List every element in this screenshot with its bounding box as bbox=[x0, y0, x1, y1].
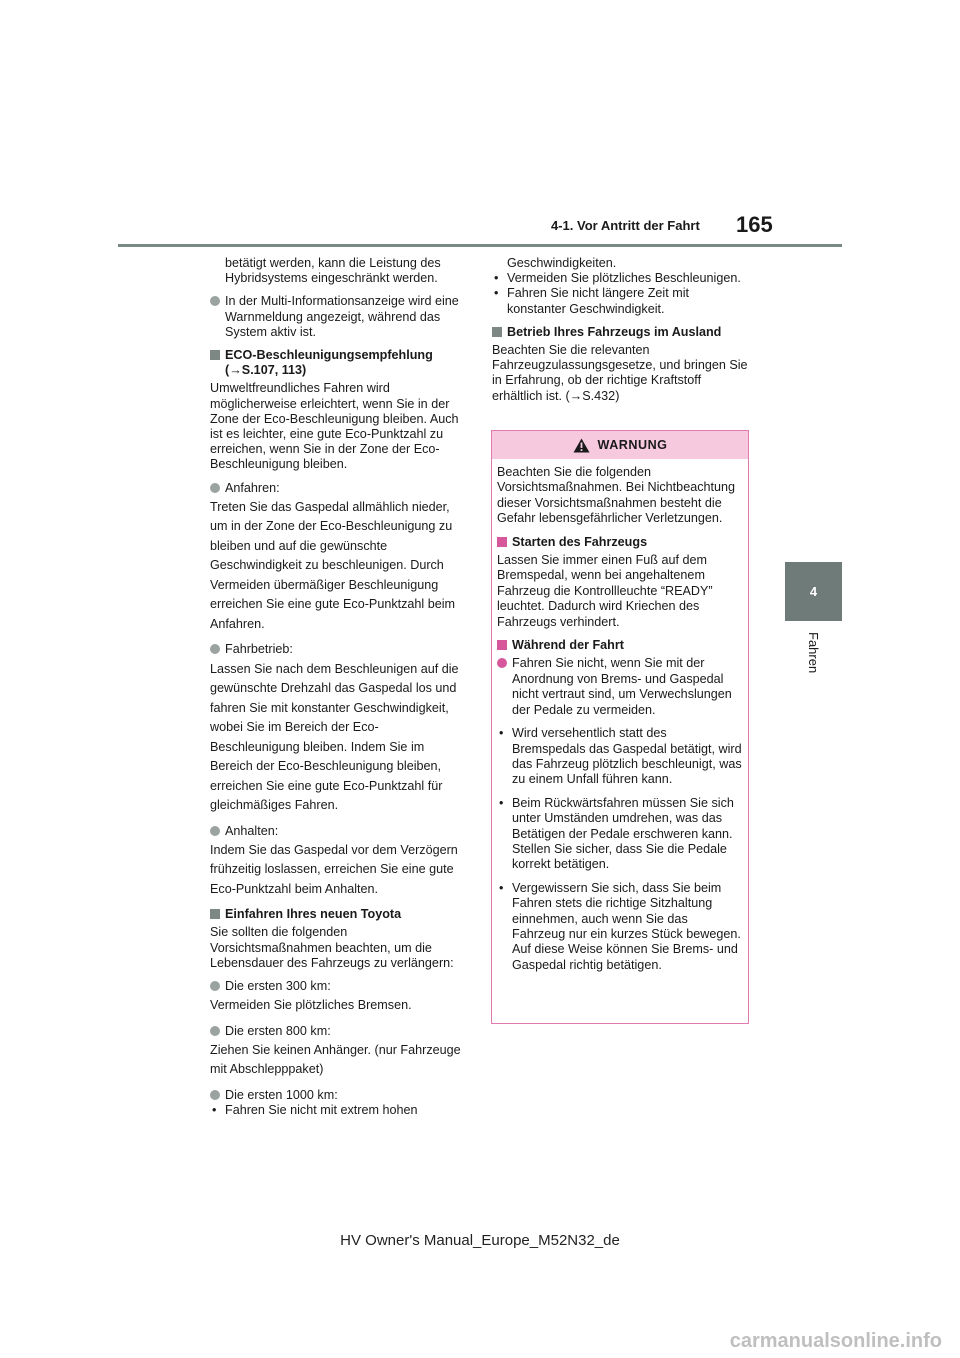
dash-item: • Beim Rückwärtsfahren müssen Sie sich unter Umständen umdrehen, was das Betätigen der Pedale erschweren kann. Stellen Sie sicher, dass Sie die Pedale korrekt betätigen. bbox=[497, 796, 742, 873]
warning-body bbox=[497, 465, 742, 981]
subheading-einfahren: Einfahren Ihres neuen Toyota bbox=[210, 907, 468, 922]
warning-box bbox=[491, 430, 749, 1024]
dash-item: • Wird versehentlich statt des Bremspedals das Gaspedal betätigt, wird das Fahrzeug plötzlich beschleunigt, was zu einem Unfall führen kann. bbox=[497, 726, 742, 788]
warning-triangle-icon bbox=[573, 438, 590, 453]
subheading-eco: ECO-Beschleunigungsempfehlung (→S.107, 113) bbox=[210, 348, 468, 378]
bullet-item: Anfahren: bbox=[210, 481, 468, 496]
subheading-ausland: Betrieb Ihres Fahrzeugs im Ausland bbox=[492, 325, 750, 340]
bullet-item: Fahrbetrieb: bbox=[210, 642, 468, 657]
dash-item: • Vergewissern Sie sich, dass Sie beim Fahren stets die richtige Sitzhaltung einnehmen, auch wenn Sie das Fahrzeug nur ein kurzes Stück bewegen. Auf diese Weise können Sie Brems- und Gaspedal richtig betätigen. bbox=[497, 881, 742, 973]
paragraph: Beachten Sie die relevanten Fahrzeugzulassungsgesetze, und bringen Sie in Erfahrung, ob der richtige Kraftstoff erhältlich ist. (→S.432) bbox=[492, 343, 748, 403]
warning-title: WARNUNG bbox=[597, 438, 668, 452]
paragraph: Lassen Sie immer einen Fuß auf dem Bremspedal, wenn bei angehaltenem Fahrzeug die Kontrollleuchte “READY” leuchtet. Dadurch wird Kriechen des Fahrzeugs verhindert. bbox=[497, 553, 713, 629]
paragraph: Treten Sie das Gaspedal allmählich nieder, um in der Zone der Eco-Beschleunigung zu bleiben und auf die gewünschte Geschwindigkeit zu beschleunigen. Durch Vermeiden übermäßiger Beschleunigung erreichen Sie eine gute Eco-Punktzahl beim Anfahren. bbox=[210, 499, 456, 631]
paragraph: Umweltfreundliches Fahren wird möglicherweise erleichtert, wenn Sie in der Zone der Eco-Beschleunigung bleiben. Auch ist es leichter, eine gute Eco-Punktzahl zu erreichen, wenn Sie in der Zone der Eco-Beschleunigung bleiben. bbox=[210, 381, 459, 472]
dash-item: • Fahren Sie nicht längere Zeit mit konstanter Geschwindigkeit. bbox=[492, 286, 750, 316]
subheading-start: Starten des Fahrzeugs bbox=[497, 535, 742, 550]
subheading-fahrt: Während der Fahrt bbox=[497, 638, 742, 653]
chapter-tab[interactable]: 4 bbox=[785, 562, 842, 621]
section-title: 4-1. Vor Antritt der Fahrt bbox=[551, 218, 700, 233]
left-column bbox=[210, 256, 468, 1126]
bullet-item: Die ersten 800 km: bbox=[210, 1024, 468, 1039]
bullet-item: Fahren Sie nicht, wenn Sie mit der Anordnung von Brems- und Gaspedal nicht vertraut sind, um Verwechslungen der Pedale zu vermeiden. bbox=[497, 656, 742, 718]
chapter-tab-label: Fahren bbox=[806, 632, 821, 674]
paragraph: Vermeiden Sie plötzliches Bremsen. bbox=[210, 998, 412, 1013]
bullet-item: Anhalten: bbox=[210, 824, 468, 839]
paragraph: Indem Sie das Gaspedal vor dem Verzögern frühzeitig loslassen, erreichen Sie eine gute Eco-Punktzahl beim Anhalten. bbox=[210, 842, 458, 896]
warning-header bbox=[492, 431, 748, 459]
dash-item: • Vermeiden Sie plötzliches Beschleunigen. bbox=[492, 271, 750, 286]
right-column bbox=[492, 256, 750, 412]
header-rule bbox=[118, 244, 842, 247]
bullet-item: Die ersten 1000 km: bbox=[210, 1088, 468, 1103]
paragraph: Ziehen Sie keinen Anhänger. (nur Fahrzeuge mit Abschlepppaket) bbox=[210, 1042, 461, 1077]
watermark: carmanualsonline.info bbox=[729, 1330, 942, 1352]
page-number: 165 bbox=[736, 212, 773, 237]
bullet-item: In der Multi-Informationsanzeige wird eine Warnmeldung angezeigt, während das System aktiv ist. bbox=[210, 294, 468, 340]
paragraph: Lassen Sie nach dem Beschleunigen auf die gewünschte Drehzahl das Gaspedal los und fahren Sie mit konstanter Geschwindigkeit, wobei Sie im Bereich der Eco-Beschleunigung bleiben. Indem Sie im Bereich der Eco-Beschleunigung bleiben, erreichen Sie eine gute Eco-Punktzahl für gleichmäßiges Fahren. bbox=[210, 661, 459, 813]
dash-item: • Fahren Sie nicht mit extrem hohen bbox=[210, 1103, 468, 1118]
paragraph: betätigt werden, kann die Leistung des Hybridsystems eingeschränkt werden. bbox=[225, 256, 441, 286]
paragraph: Beachten Sie die folgenden Vorsichtsmaßnahmen. Bei Nichtbeachtung dieser Vorsichtsmaßnahmen besteht die Gefahr lebensgefährlicher Verletzungen. bbox=[497, 465, 736, 526]
bullet-item: Die ersten 300 km: bbox=[210, 979, 468, 994]
paragraph: Geschwindigkeiten. bbox=[507, 256, 617, 270]
footer-manual-id: HV Owner's Manual_Europe_M52N32_de bbox=[340, 1232, 620, 1249]
paragraph: Sie sollten die folgenden Vorsichtsmaßnahmen beachten, um die Lebensdauer des Fahrzeugs zu verlängern: bbox=[210, 925, 454, 970]
